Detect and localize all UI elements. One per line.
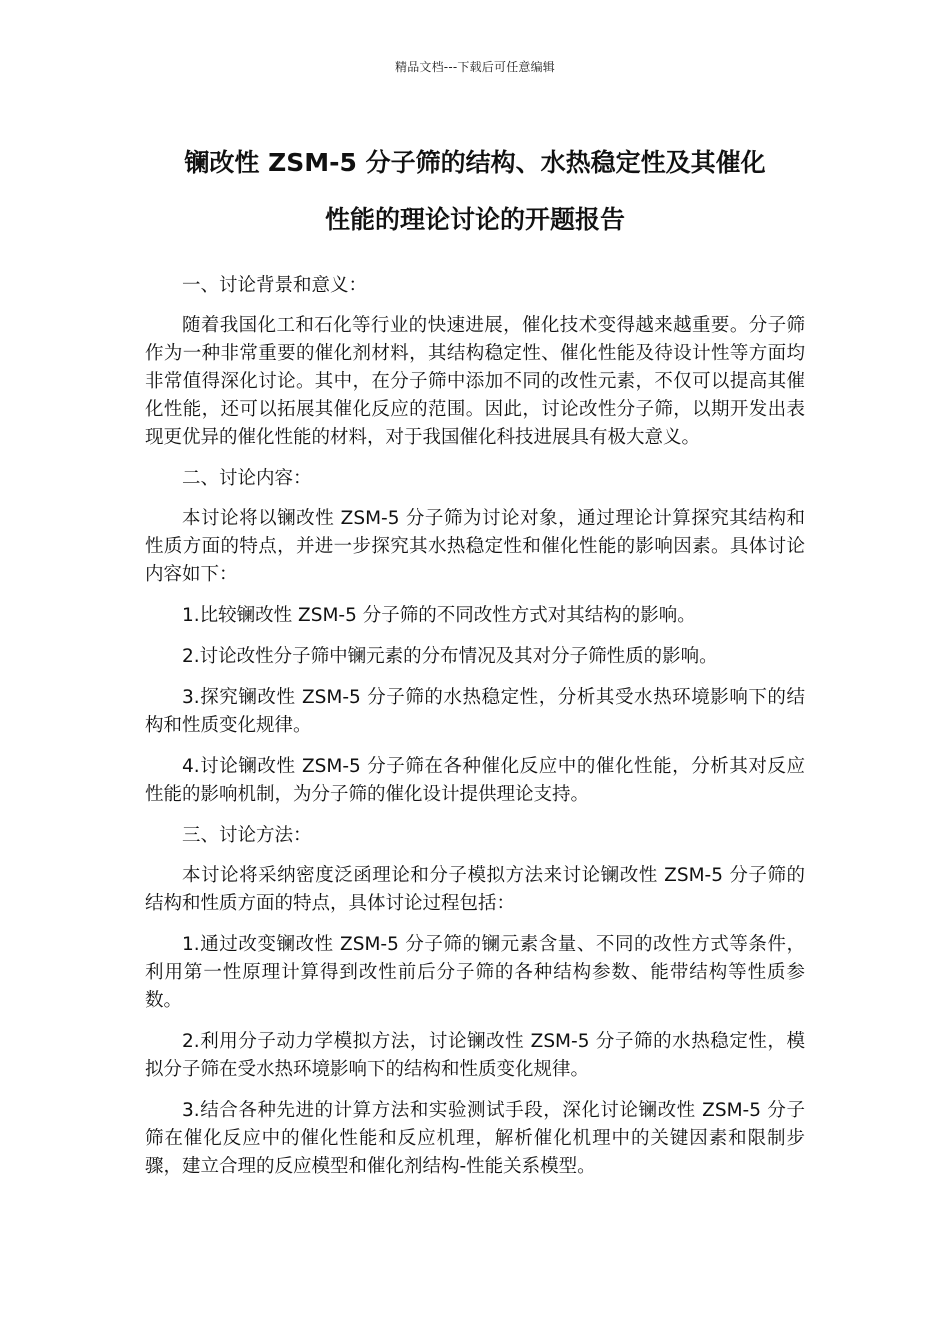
list-item-methods-1: 1.通过改变镧改性 ZSM-5 分子筛的镧元素含量、不同的改性方式等条件，利用第一性原理计算得到改性前后分子筛的各种结构参数、能带结构等性质参数。	[145, 934, 805, 1011]
title-line-2: 性能的理论讨论的开题报告	[324, 205, 625, 234]
list-item-content-3: 3.探究镧改性 ZSM-5 分子筛的水热稳定性，分析其受水热环境影响下的结构和性质变化规律。	[145, 687, 805, 736]
document-body	[145, 272, 805, 1194]
list-item-methods-3: 3.结合各种先进的计算方法和实验测试手段，深化讨论镧改性 ZSM-5 分子筛在催化反应中的催化性能和反应机理，解析催化机理中的关键因素和限制步骤，建立合理的反应模型和催化剂结构-性能关系模型。	[145, 1100, 805, 1177]
list-item-methods-2: 2.利用分子动力学模拟方法，讨论镧改性 ZSM-5 分子筛的水热稳定性，模拟分子筛在受水热环境影响下的结构和性质变化规律。	[145, 1031, 805, 1080]
section-heading-content: 二、讨论内容：	[182, 468, 312, 489]
section-heading-background: 一、讨论背景和意义：	[182, 275, 368, 296]
paragraph-content-intro: 本讨论将以镧改性 ZSM-5 分子筛为讨论对象，通过理论计算探究其结构和性质方面的特点，并进一步探究其水热稳定性和催化性能的影响因素。具体讨论内容如下：	[145, 508, 805, 585]
document-title	[120, 134, 830, 248]
title-line-1: 镧改性 ZSM-5 分子筛的结构、水热稳定性及其催化	[184, 148, 766, 177]
list-item-content-1: 1.比较镧改性 ZSM-5 分子筛的不同改性方式对其结构的影响。	[182, 605, 696, 626]
header-note: 精品文档---下载后可任意编辑	[395, 60, 555, 74]
list-item-content-2: 2.讨论改性分子筛中镧元素的分布情况及其对分子筛性质的影响。	[182, 646, 718, 667]
paragraph-methods-intro: 本讨论将采纳密度泛函理论和分子模拟方法来讨论镧改性 ZSM-5 分子筛的结构和性质方面的特点，具体讨论过程包括：	[145, 865, 805, 914]
list-item-content-4: 4.讨论镧改性 ZSM-5 分子筛在各种催化反应中的催化性能，分析其对反应性能的影响机制，为分子筛的催化设计提供理论支持。	[145, 756, 805, 805]
paragraph-background: 随着我国化工和石化等行业的快速进展，催化技术变得越来越重要。分子筛作为一种非常重要的催化剂材料，其结构稳定性、催化性能及待设计性等方面均非常值得深化讨论。其中，在分子筛中添加不同的改性元素，不仅可以提高其催化性能，还可以拓展其催化反应的范围。因此，讨论改性分子筛，以期开发出表现更优异的催化性能的材料，对于我国催化科技进展具有极大意义。	[145, 315, 805, 448]
section-heading-methods: 三、讨论方法：	[182, 825, 312, 846]
